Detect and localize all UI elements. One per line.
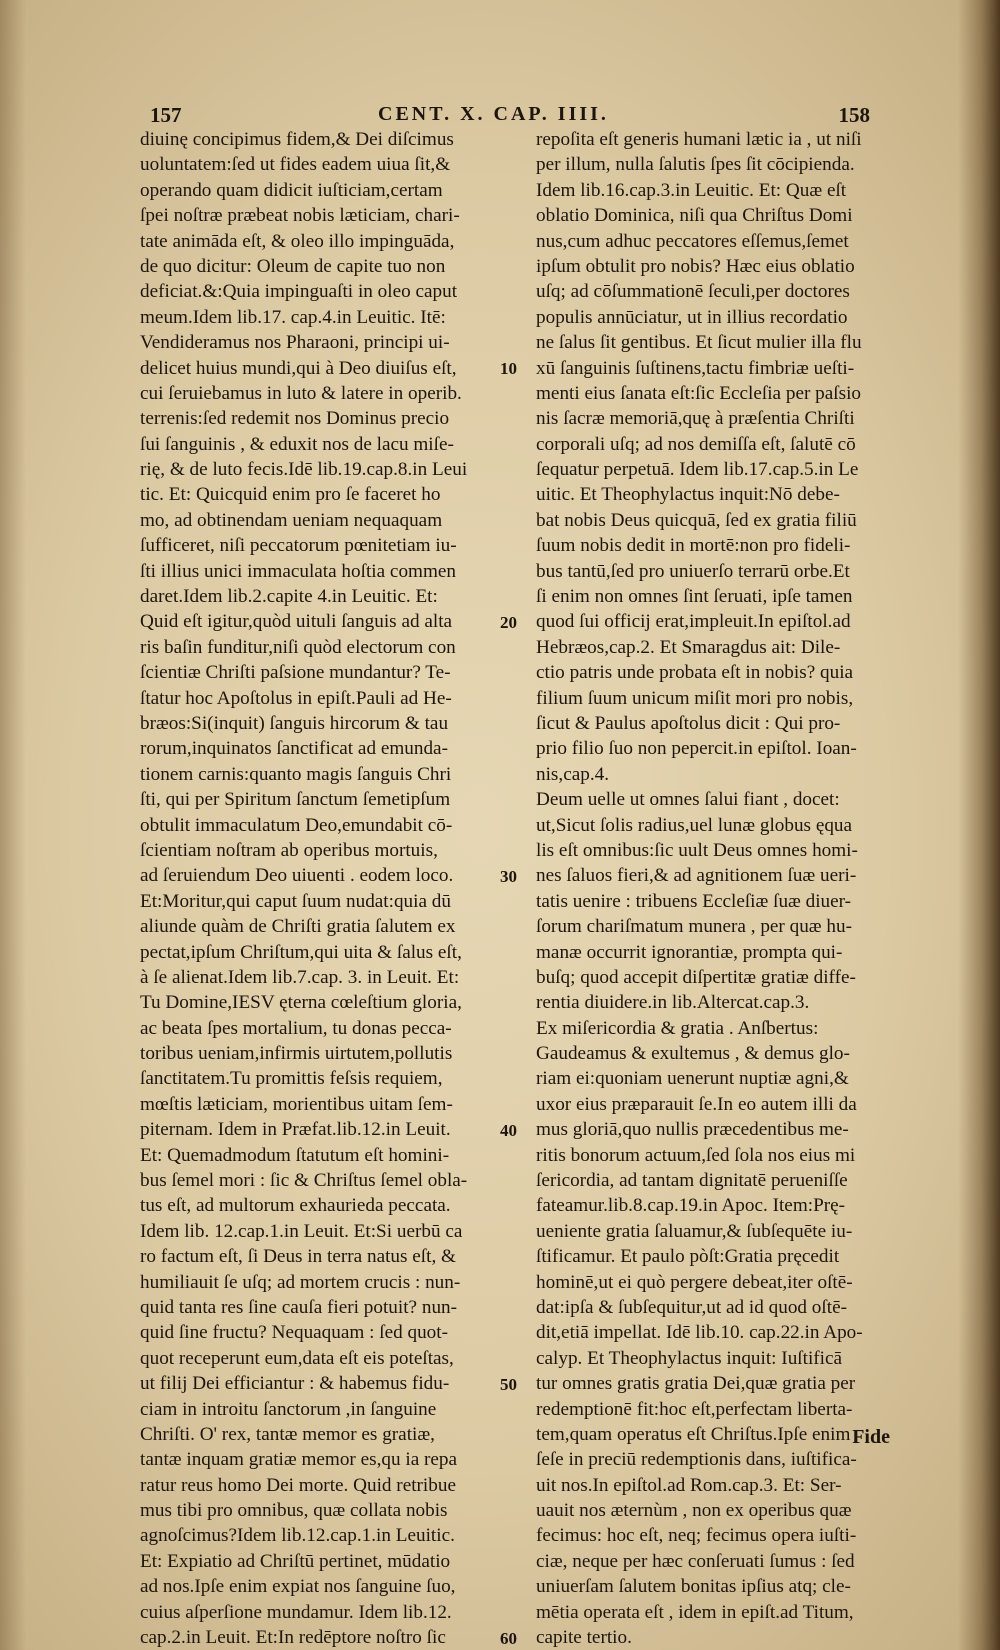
text-line: humiliauit ſe uſq; ad mortem crucis : nun-: [140, 1271, 461, 1293]
text-line: ſufficeret, niſi peccatorum pœnitetiam iu-: [140, 535, 457, 557]
text-line: tur omnes gratis gratia Dei,quæ gratia per: [536, 1373, 856, 1395]
text-line: hominē,ut ei quò pergere debeat,iter oſtē-: [536, 1271, 853, 1293]
text-line: mētia operata eſt , idem in epiſt.ad Titum,: [536, 1601, 854, 1623]
text-line: ſuum nobis dedit in mortē:non pro fideli-: [536, 535, 851, 557]
text-line: nis ſacræ memoriā,quę à præſentia Chriſti: [536, 408, 855, 430]
text-line: populis annūciatur, ut in illius recordatio: [536, 306, 848, 328]
page-header: [150, 103, 870, 129]
text-line: mœſtis læticiam, morientibus uitam ſem-: [140, 1093, 453, 1115]
text-line: daret.Idem lib.2.capite 4.in Leuitic. Et:: [140, 586, 438, 608]
text-line: bus tantū,ſed pro uniuerſo terrarū orbe.Et: [536, 560, 850, 582]
text-line: ſcientiam noſtram ab operibus mortuis,: [140, 839, 438, 861]
text-line: Ex miſericordia & gratia . Anſbertus:: [536, 1017, 819, 1039]
text-line: ris baſin funditur,niſi quòd electorum con: [140, 636, 456, 658]
text-line: ſicut & Paulus apoſtolus dicit : Qui pro-: [536, 712, 841, 734]
line-number: 10: [500, 358, 517, 378]
text-line: ac beata ſpes mortalium, tu donas pecca-: [140, 1017, 452, 1039]
text-line: ſui ſanguinis , & eduxit nos de lacu miſe-: [140, 433, 454, 455]
text-line: uoluntatem:ſed ut fides eadem uiua ſit,&: [140, 154, 451, 176]
text-line: ſtatur hoc Apoſtolus in epiſt.Pauli ad He-: [140, 687, 452, 709]
text-line: ciæ, neque per hæc conſeruati ſumus : ſed: [536, 1550, 855, 1572]
text-line: ſeſe in preciū redemptionis dans, iuſtifica-: [536, 1449, 857, 1471]
text-line: ſpei noſtræ præbeat nobis læticiam, chari-: [140, 205, 460, 227]
text-line: obtulit immaculatum Deo,emundabit cō-: [140, 814, 453, 836]
text-line: deficiat.&:Quia impinguaſti in oleo caput: [140, 281, 458, 303]
running-title: CENT. X. CAP. IIII.: [378, 103, 609, 125]
text-line: ſequatur perpetuā. Idem lib.17.cap.5.in Le: [536, 459, 859, 481]
text-line: menti eius ſanata eſt:ſic Eccleſia per paſsio: [536, 382, 861, 404]
text-line: dat:ipſa & ſubſequitur,ut ad id quod oſtē-: [536, 1296, 847, 1318]
text-line: Tu Domine,IESV ęterna cœleſtium gloria,: [140, 992, 462, 1014]
text-line: Idem lib.16.cap.3.in Leuitic. Et: Quæ eſt: [536, 179, 847, 201]
text-line: rentia diuidere.in lib.Altercat.cap.3.: [536, 992, 810, 1014]
text-line: ſti, qui per Spiritum ſanctum ſemetipſum: [140, 789, 451, 811]
text-line: rorum,inquinatos ſanctificat ad emunda-: [140, 738, 448, 760]
line-number: 60: [500, 1628, 517, 1648]
text-line: mo, ad obtinendam ueniam nequaquam: [140, 509, 443, 531]
text-line: xū ſanguinis ſuſtinens,tactu fimbriæ ueſti-: [536, 357, 855, 379]
text-line: cuius aſperſione mundamur. Idem lib.12.: [140, 1601, 452, 1623]
text-line: terrenis:ſed redemit nos Dominus precio: [140, 408, 450, 430]
text-line: cap.2.in Leuit. Et:In redēptore noſtro ſic: [140, 1627, 446, 1649]
text-line: Deum uelle ut omnes ſalui fiant , docet:: [536, 789, 840, 811]
text-line: repoſita eſt generis humani lætic ia , ut niſi: [536, 129, 862, 150]
text-line: quid ſine fructu? Nequaquam : ſed quot-: [140, 1322, 448, 1344]
text-line: ctio patris unde probata eſt in nobis? quia: [536, 662, 854, 684]
text-line: bus ſemel mori : ſic & Chriſtus ſemel obla-: [140, 1170, 468, 1192]
text-line: ciam in introitu ſanctorum ,in ſanguine: [140, 1398, 437, 1420]
text-line: ſorum chariſmatum munera , per quæ hu-: [536, 916, 852, 938]
line-number: 30: [500, 866, 517, 886]
line-number: 40: [500, 1120, 517, 1140]
text-line: oblatio Dominica, niſi qua Chriſtus Domi: [536, 205, 853, 227]
text-line: nes ſaluos fieri,& ad agnitionem ſuæ ueri-: [536, 865, 857, 887]
text-line: pectat,ipſum Chriſtum,qui uita & ſalus eſt,: [140, 941, 462, 963]
text-line: bat nobis Deus quicquā, ſed ex gratia filiū: [536, 509, 857, 531]
text-line: ſericordia, ad tantam dignitatē perueniſſe: [536, 1170, 848, 1192]
text-line: ritis bonorum actuum,ſed ſola nos eius mi: [536, 1144, 856, 1166]
text-line: Idem lib. 12.cap.1.in Leuit. Et:Si uerbū ca: [140, 1220, 463, 1242]
right-text-column: [536, 127, 904, 1650]
text-line: ut,Sicut ſolis radius,uel lunæ globus ęqua: [536, 814, 853, 836]
text-line: uit nos.In epiſtol.ad Rom.cap.3. Et: Ser-: [536, 1474, 842, 1496]
text-line: quod ſui officij erat,impleuit.In epiſtol.ad: [536, 611, 851, 633]
text-line: nis,cap.4.: [536, 763, 610, 785]
text-line: ſi enim non omnes ſint ſeruati, ipſe tamen: [536, 586, 853, 608]
text-line: dit,etiā impellat. Idē lib.10. cap.22.in Apo-: [536, 1322, 863, 1344]
text-line: uitic. Et Theophylactus inquit:Nō debe-: [536, 484, 840, 506]
text-line: mus gloriā,quo nullis præcedentibus me-: [536, 1119, 849, 1141]
text-line: Et:Moritur,qui caput ſuum nudat:quia dū: [140, 890, 451, 912]
folio-right: 158: [838, 103, 870, 127]
text-line: Vendideramus nos Pharaoni, principi ui-: [140, 332, 450, 354]
text-line: tem,quam operatus eſt Chriſtus.Ipſe enim: [536, 1423, 851, 1445]
text-line: Et: Quemadmodum ſtatutum eſt homini-: [140, 1144, 450, 1166]
text-line: ueniente gratia ſaluamur,& ſubſequēte iu-: [536, 1220, 853, 1242]
text-line: bræos:Si(inquit) ſanguis hircorum & tau: [140, 712, 449, 734]
text-line: corporali uſq; ad nos demiſſa eſt, ſalutē cō: [536, 433, 856, 455]
text-line: ad nos.Ipſe enim expiat nos ſanguine ſuo,: [140, 1576, 456, 1598]
text-line: rię, & de luto fecis.Idē lib.19.cap.8.in Leui: [140, 459, 468, 481]
text-line: ſanctitatem.Tu promittis feſsis requiem,: [140, 1068, 443, 1090]
text-line: aliunde quàm de Chriſti gratia ſalutem ex: [140, 916, 456, 938]
text-line: calyp. Et Theophylactus inquit: Iuſtificā: [536, 1347, 843, 1369]
text-line: agnoſcimus?Idem lib.12.cap.1.in Leuitic.: [140, 1525, 455, 1547]
text-line: filium ſuum unicum miſit mori pro nobis,: [536, 687, 854, 709]
text-line: capite tertio.: [536, 1627, 632, 1649]
text-line: piternam. Idem in Præfat.lib.12.in Leuit.: [140, 1119, 451, 1141]
text-line: per illum, nulla ſalutis ſpes ſit cōcipienda.: [536, 154, 855, 176]
text-line: ut filij Dei efficiantur : & habemus fidu-: [140, 1373, 450, 1395]
text-line: riam ei:quoniam uenerunt nuptiæ agni,&: [536, 1068, 849, 1090]
text-line: tantæ inquam gratiæ memor es,qu ia repa: [140, 1449, 458, 1471]
text-line: tate animāda eſt, & oleo illo impinguāda,: [140, 230, 455, 252]
text-line: quot receperunt eum,data eſt eis poteſtas,: [140, 1347, 454, 1369]
text-line: ne ſalus ſit gentibus. Et ſicut mulier illa flu: [536, 332, 862, 354]
text-line: à ſe alienat.Idem lib.7.cap. 3. in Leuit. Et:: [140, 966, 460, 988]
text-line: uauit nos æternùm , non ex operibus quæ: [536, 1500, 852, 1522]
text-line: uſq; ad cōſummationē ſeculi,per doctores: [536, 281, 850, 303]
text-line: cui ſeruiebamus in luto & latere in operib.: [140, 382, 462, 404]
text-line: nus,cum adhuc peccatores eſſemus,ſemet: [536, 230, 849, 252]
catchword: Fide: [852, 1426, 890, 1448]
text-line: Quid eſt igitur,quòd uituli ſanguis ad alta: [140, 611, 453, 633]
text-line: tus eſt, ad multorum exhaurieda peccata.: [140, 1195, 451, 1217]
text-line: quid tanta res ſine cauſa fieri potuit? nun-: [140, 1296, 458, 1318]
text-line: tatis uenire : tribuens Eccleſiæ ſuæ diuer-: [536, 890, 852, 912]
folio-left: 157: [150, 103, 182, 127]
line-number: 50: [500, 1374, 517, 1394]
text-line: fateamur.lib.8.cap.19.in Apoc. Item:Prę-: [536, 1195, 846, 1217]
text-line: lis eſt omnibus:ſic uult Deus omnes homi-: [536, 839, 858, 861]
text-line: mus tibi pro omnibus, quæ collata nobis: [140, 1500, 448, 1522]
text-line: ſcientiæ Chriſti paſsione mundantur? Te-: [140, 662, 451, 684]
text-line: Hebræos,cap.2. Et Smaragdus ait: Dile-: [536, 636, 841, 658]
text-line: de quo dicitur: Oleum de capite tuo non: [140, 255, 446, 277]
text-line: ipſum obtulit pro nobis? Hæc eius oblatio: [536, 255, 855, 277]
text-line: fecimus: hoc eſt, neq; fecimus opera iuſti-: [536, 1525, 857, 1547]
text-line: diuinę concipimus fidem,& Dei diſcimus: [140, 129, 454, 150]
text-line: prio filio ſuo non pepercit.in epiſtol. Ioan-: [536, 738, 857, 760]
text-line: ſti illius unici immaculata hoſtia commen: [140, 560, 456, 582]
text-line: meum.Idem lib.17. cap.4.in Leuitic. Itē:: [140, 306, 446, 328]
text-line: manæ occurrit ignorantiæ, prompta qui-: [536, 941, 843, 963]
text-line: toribus ueniam,infirmis uirtutem,pollutis: [140, 1043, 453, 1065]
text-line: Chriſti. O' rex, tantæ memor es gratiæ,: [140, 1423, 435, 1445]
text-line: uxor eius præparauit ſe.In eo autem illi da: [536, 1093, 857, 1115]
text-line: ad ſeruiendum Deo uiuenti . eodem loco.: [140, 865, 454, 887]
text-line: Gaudeamus & exultemus , & demus glo-: [536, 1043, 850, 1065]
text-line: ro factum eſt, ſi Deus in terra natus eſt, &: [140, 1246, 456, 1268]
text-line: tic. Et: Quicquid enim pro ſe faceret ho: [140, 484, 441, 506]
text-line: ſtificamur. Et paulo pòſt:Gratia pręcedit: [536, 1246, 840, 1268]
text-line: tionem carnis:quanto magis ſanguis Chri: [140, 763, 452, 785]
line-number: 20: [500, 612, 517, 632]
text-line: buſq; quod accepit diſpertitæ gratiæ diffe-: [536, 966, 856, 988]
text-line: operando quam didicit iuſticiam,certam: [140, 179, 443, 201]
left-text-column: [140, 127, 510, 1650]
text-line: redemptionē fit:hoc eſt,perfectam liberta-: [536, 1398, 853, 1420]
text-line: Et: Expiatio ad Chriſtū pertinet, mūdatio: [140, 1550, 451, 1572]
text-line: uniuerſam ſalutem bonitas ipſius atq; cle-: [536, 1576, 851, 1598]
page-shadow-right: [958, 0, 1000, 1650]
page-shadow-left: [0, 0, 26, 1650]
text-line: delicet huius mundi,qui à Deo diuiſus eſt,: [140, 357, 457, 379]
text-line: ratur reus homo Dei morte. Quid retribue: [140, 1474, 456, 1496]
